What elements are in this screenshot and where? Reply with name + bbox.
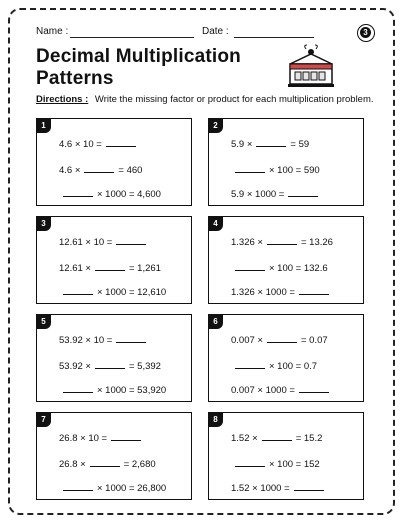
answer-blank[interactable] bbox=[267, 333, 297, 343]
equation-text: × 1000 = 4,600 bbox=[97, 189, 161, 200]
equation-row bbox=[59, 261, 161, 274]
answer-blank[interactable] bbox=[63, 285, 93, 295]
equation-text: 4.6 × bbox=[59, 165, 81, 176]
equation-row bbox=[231, 431, 322, 444]
equation-text: × 100 = 132.6 bbox=[269, 263, 328, 274]
answer-blank[interactable] bbox=[111, 431, 141, 441]
answer-blank[interactable] bbox=[116, 235, 146, 245]
problem-box-5 bbox=[36, 314, 192, 402]
equation-text: = 0.07 bbox=[300, 335, 328, 346]
directions-heading: Directions : bbox=[36, 94, 89, 105]
answer-blank[interactable] bbox=[116, 333, 146, 343]
equation-text: 12.61 × bbox=[59, 263, 91, 274]
equation-text: 1.52 × 1000 = bbox=[231, 483, 290, 494]
directions-text: Write the missing factor or product for each multiplication problem. bbox=[94, 94, 374, 105]
answer-blank[interactable] bbox=[235, 261, 265, 271]
equation-row bbox=[231, 383, 333, 396]
equation-text: 1.52 × bbox=[231, 433, 258, 444]
equation-text: 53.92 × 10 = bbox=[59, 335, 113, 346]
problem-number: 8 bbox=[208, 412, 223, 427]
title-line-2: Patterns bbox=[36, 68, 114, 89]
header bbox=[36, 26, 356, 40]
answer-blank[interactable] bbox=[90, 457, 120, 467]
equation-row bbox=[59, 431, 145, 444]
problem-box-8 bbox=[208, 412, 364, 500]
equation-row bbox=[59, 333, 150, 346]
answer-blank[interactable] bbox=[256, 137, 286, 147]
equation-text: × 100 = 590 bbox=[269, 165, 320, 176]
equation-text: = 1,261 bbox=[128, 263, 161, 274]
name-label: Name : bbox=[36, 26, 69, 37]
page-title bbox=[36, 46, 276, 90]
equation-row bbox=[231, 359, 317, 372]
equation-row bbox=[231, 285, 333, 298]
equation-text: = 5,392 bbox=[128, 361, 161, 372]
answer-blank[interactable] bbox=[63, 383, 93, 393]
equation-text: × 1000 = 12,610 bbox=[97, 287, 167, 298]
answer-blank[interactable] bbox=[84, 163, 114, 173]
problem-number: 5 bbox=[36, 314, 51, 329]
answer-blank[interactable] bbox=[299, 285, 329, 295]
equation-text: × 1000 = 26,800 bbox=[97, 483, 167, 494]
equation-row bbox=[231, 163, 320, 176]
answer-blank[interactable] bbox=[106, 137, 136, 147]
equation-text: 26.8 × bbox=[59, 459, 86, 470]
problem-number: 6 bbox=[208, 314, 223, 329]
problem-box-4 bbox=[208, 216, 364, 304]
date-label: Date : bbox=[202, 26, 229, 37]
equation-text: 1.326 × bbox=[231, 237, 263, 248]
answer-blank[interactable] bbox=[288, 187, 318, 197]
equation-text: = 2,680 bbox=[123, 459, 156, 470]
page-number: 3 bbox=[360, 27, 371, 38]
equation-row bbox=[59, 481, 166, 494]
problem-box-7 bbox=[36, 412, 192, 500]
equation-row bbox=[59, 137, 140, 150]
equation-row bbox=[59, 457, 156, 470]
answer-blank[interactable] bbox=[299, 383, 329, 393]
cake-icon bbox=[284, 44, 338, 90]
equation-row bbox=[231, 261, 328, 274]
equation-text: 5.9 × 1000 = bbox=[231, 189, 285, 200]
date-field[interactable] bbox=[234, 37, 314, 38]
page-number-badge bbox=[357, 24, 375, 42]
answer-blank[interactable] bbox=[267, 235, 297, 245]
answer-blank[interactable] bbox=[63, 481, 93, 491]
equation-row bbox=[231, 137, 309, 150]
equation-row bbox=[59, 163, 142, 176]
equation-row bbox=[59, 383, 166, 396]
equation-text: 12.61 × 10 = bbox=[59, 237, 113, 248]
equation-row bbox=[231, 187, 322, 200]
answer-blank[interactable] bbox=[63, 187, 93, 197]
problem-number: 4 bbox=[208, 216, 223, 231]
answer-blank[interactable] bbox=[294, 481, 324, 491]
answer-blank[interactable] bbox=[95, 359, 125, 369]
answer-blank[interactable] bbox=[235, 163, 265, 173]
equation-text: = 59 bbox=[290, 139, 310, 150]
equation-row bbox=[59, 235, 150, 248]
equation-text: × 100 = 152 bbox=[269, 459, 320, 470]
equation-row bbox=[231, 481, 328, 494]
title-line-1: Decimal Multiplication bbox=[36, 46, 241, 67]
equation-row bbox=[59, 187, 161, 200]
answer-blank[interactable] bbox=[235, 457, 265, 467]
equation-text: 26.8 × 10 = bbox=[59, 433, 108, 444]
problem-number: 3 bbox=[36, 216, 51, 231]
equation-row bbox=[231, 235, 333, 248]
problem-number: 7 bbox=[36, 412, 51, 427]
equation-text: = 460 bbox=[118, 165, 143, 176]
equation-row bbox=[231, 457, 320, 470]
problem-number: 1 bbox=[36, 118, 51, 133]
equation-text: 53.92 × bbox=[59, 361, 91, 372]
equation-text: 0.007 × 1000 = bbox=[231, 385, 295, 396]
answer-blank[interactable] bbox=[235, 359, 265, 369]
equation-text: 0.007 × bbox=[231, 335, 263, 346]
answer-blank[interactable] bbox=[95, 261, 125, 271]
equation-text: = 15.2 bbox=[295, 433, 323, 444]
equation-text: × 100 = 0.7 bbox=[269, 361, 318, 372]
equation-text: 5.9 × bbox=[231, 139, 253, 150]
problem-number: 2 bbox=[208, 118, 223, 133]
problem-box-1 bbox=[36, 118, 192, 206]
equation-row bbox=[59, 359, 161, 372]
equation-text: 1.326 × 1000 = bbox=[231, 287, 295, 298]
problem-box-6 bbox=[208, 314, 364, 402]
directions bbox=[36, 94, 376, 105]
answer-blank[interactable] bbox=[262, 431, 292, 441]
equation-text: 4.6 × 10 = bbox=[59, 139, 102, 150]
equation-row bbox=[231, 333, 328, 346]
problem-box-2 bbox=[208, 118, 364, 206]
name-field[interactable] bbox=[70, 37, 194, 38]
equation-text: = 13.26 bbox=[300, 237, 333, 248]
equation-text: × 1000 = 53,920 bbox=[97, 385, 167, 396]
problem-box-3 bbox=[36, 216, 192, 304]
equation-row bbox=[59, 285, 166, 298]
